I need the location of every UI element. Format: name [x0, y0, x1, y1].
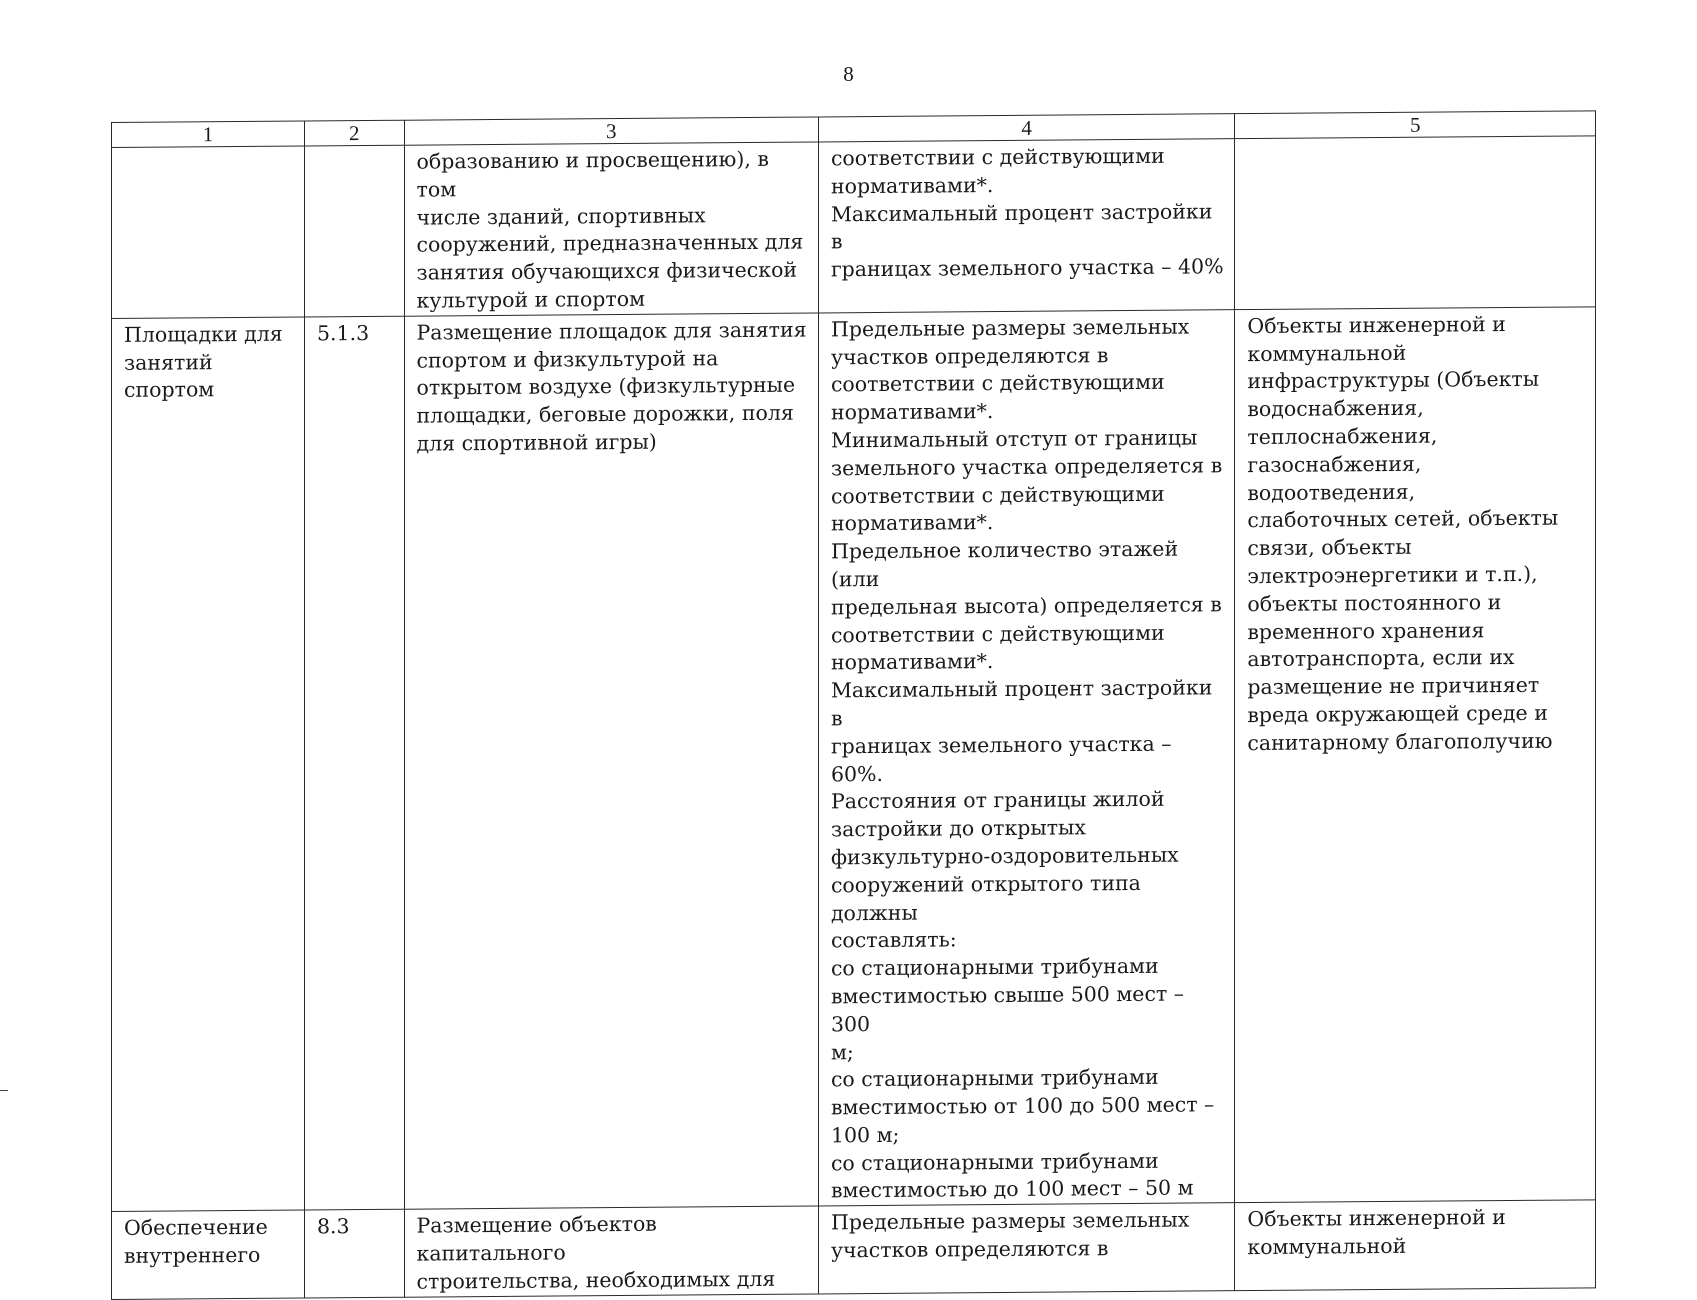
use-type-name: Площадки для занятий спортом	[112, 317, 305, 1212]
use-type-code: 5.1.3	[304, 316, 404, 1210]
auxiliary-uses: Объекты инженерной и коммунальной инфраструктуры (Объекты водоснабжения, теплоснабжения, газоснабжения, водоотведения, слаботочных сетей, объекты связи, объекты электроэнергетики и т.п.), объекты постоянного и временного хранения автотранспорта, если их размещение не причиняет вреда окружающей среде и санитарному благополучию	[1235, 307, 1596, 1203]
limit-parameters: Предельные размеры земельных участков определяются в соответствии с действующими нормативами*. Минимальный отступ от границы земельного участка определяется в соответствии с действующими нормативами*. Предельное количество этажей (или предельная высота) определяется в соответствии с действующими нормативами*. Максимальный процент застройки в границах земельного участка – 60%. Расстояния от границы жилой застройки до открытых физкультурно-оздоровительных сооружений открытого типа должны составлять: со стационарными трибунами вместимостью свыше 500 мест – 300 м; со стационарными трибунами вместимостью от 100 до 500 мест – 100 м; со стационарными трибунами вместимостью до 100 мест – 50 м	[818, 309, 1234, 1206]
auxiliary-uses: Объекты инженерной и коммунальной	[1235, 1200, 1596, 1290]
column-header-3: 3	[404, 117, 818, 145]
use-type-description: образованию и просвещению), в том числе зданий, спортивных сооружений, предназначенных для занятия обучающихся физической культурой и спортом	[404, 142, 818, 316]
use-type-code: 8.3	[304, 1209, 404, 1297]
column-header-5: 5	[1235, 111, 1596, 139]
limit-parameters: Предельные размеры земельных участков определяются в	[818, 1203, 1234, 1294]
column-header-2: 2	[304, 120, 404, 146]
table-row	[112, 136, 1596, 318]
table-row	[112, 1200, 1596, 1299]
scan-margin-mark	[0, 1090, 8, 1091]
page-number: 8	[843, 62, 854, 86]
use-type-code	[304, 145, 404, 317]
use-type-description: Размещение объектов капитального строительства, необходимых для	[404, 1206, 818, 1297]
use-type-description: Размещение площадок для занятия спортом и физкультурой на открытом воздухе (физкультурные площадки, беговые дорожки, поля для спортивной игры)	[404, 313, 818, 1210]
table-row	[112, 307, 1596, 1212]
land-use-table	[111, 110, 1596, 1299]
auxiliary-uses	[1235, 136, 1596, 310]
column-header-4: 4	[818, 114, 1234, 142]
use-type-name: Обеспечение внутреннего	[112, 1210, 305, 1299]
column-header-1: 1	[112, 121, 305, 148]
use-type-name	[112, 146, 305, 318]
limit-parameters: соответствии с действующими нормативами*. Максимальный процент застройки в границах земельного участка – 40%	[818, 139, 1234, 313]
